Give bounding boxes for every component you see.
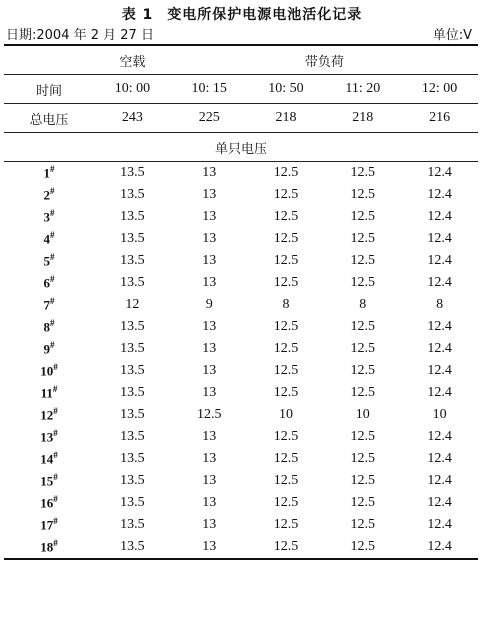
voltage-cell: 12.5 xyxy=(273,539,299,554)
table-row xyxy=(4,382,478,404)
battery-id: 3 xyxy=(43,209,50,225)
table-row xyxy=(4,514,478,536)
battery-id: 1 xyxy=(43,165,50,181)
time-cell: 11: 20 xyxy=(324,75,401,104)
table-row xyxy=(4,426,478,448)
battery-id-mark: # xyxy=(50,340,55,351)
voltage-cell: 12.5 xyxy=(350,165,376,180)
battery-id-cell xyxy=(4,206,94,228)
battery-id-mark: # xyxy=(50,186,55,197)
battery-id: 13 xyxy=(40,429,54,445)
voltage-cell: 12.5 xyxy=(273,473,299,488)
time-cell: 10: 00 xyxy=(94,75,171,104)
voltage-cell: 12.4 xyxy=(427,495,452,510)
voltage-cell: 12.4 xyxy=(427,363,452,378)
voltage-cell: 12.4 xyxy=(427,165,452,180)
voltage-cell: 13 xyxy=(202,253,217,268)
voltage-cell: 12.4 xyxy=(427,187,452,202)
voltage-cell: 12.5 xyxy=(273,451,299,466)
voltage-cell: 12.4 xyxy=(427,539,452,554)
battery-id-cell xyxy=(4,382,94,404)
time-cell: 10: 15 xyxy=(171,75,248,104)
voltage-cell: 12.5 xyxy=(273,495,299,510)
voltage-cell: 8 xyxy=(359,297,367,312)
voltage-cell: 13 xyxy=(202,495,217,510)
table-row xyxy=(4,206,478,228)
voltage-cell: 13.5 xyxy=(120,187,145,202)
voltage-cell: 12.5 xyxy=(273,517,299,532)
voltage-cell: 12.5 xyxy=(273,385,299,400)
table-row xyxy=(4,470,478,492)
time-cell: 10: 50 xyxy=(248,75,325,104)
voltage-cell: 12.5 xyxy=(350,209,376,224)
table-row xyxy=(4,448,478,470)
total-voltage-cell: 243 xyxy=(94,104,171,133)
voltage-cell: 12.5 xyxy=(350,319,376,334)
time-label: 时间 xyxy=(4,75,94,104)
battery-id-cell xyxy=(4,404,94,426)
voltage-cell: 12.4 xyxy=(427,385,452,400)
total-voltage-row xyxy=(4,104,478,133)
battery-id-mark: # xyxy=(53,406,58,417)
voltage-cell: 13.5 xyxy=(120,253,145,268)
voltage-cell: 8 xyxy=(436,297,444,312)
group-noload: 空载 xyxy=(94,45,171,75)
table-row xyxy=(4,404,478,426)
total-voltage-cell: 218 xyxy=(324,104,401,133)
voltage-cell: 12.5 xyxy=(350,341,376,356)
voltage-cell: 13 xyxy=(202,319,217,334)
voltage-cell: 12.4 xyxy=(427,319,452,334)
voltage-cell: 12.5 xyxy=(273,253,299,268)
voltage-cell: 13 xyxy=(202,165,217,180)
voltage-cell: 12.4 xyxy=(427,209,452,224)
voltage-cell: 12.5 xyxy=(350,495,376,510)
table-number: 表 1 xyxy=(121,7,154,23)
voltage-cell: 12.4 xyxy=(427,517,452,532)
battery-id: 15 xyxy=(40,473,54,489)
voltage-cell: 12.4 xyxy=(427,473,452,488)
battery-id-cell xyxy=(4,184,94,206)
voltage-cell: 12.5 xyxy=(350,231,376,246)
battery-id-mark: # xyxy=(53,362,58,373)
unit-label: 单位:V xyxy=(432,28,472,43)
battery-id-mark: # xyxy=(53,450,58,461)
voltage-cell: 13 xyxy=(202,231,217,246)
voltage-cell: 13 xyxy=(202,341,217,356)
total-voltage-cell: 216 xyxy=(401,104,478,133)
battery-id-cell xyxy=(4,162,94,185)
group-header-row xyxy=(4,45,478,75)
battery-id-mark: # xyxy=(52,384,58,395)
voltage-cell: 13 xyxy=(202,363,217,378)
battery-id-mark: # xyxy=(53,516,58,527)
voltage-cell: 13 xyxy=(202,275,217,290)
voltage-cell: 12 xyxy=(125,297,140,312)
voltage-cell: 13.5 xyxy=(120,231,145,246)
battery-id-mark: # xyxy=(53,538,58,549)
table-row xyxy=(4,492,478,514)
voltage-cell: 10 xyxy=(278,407,293,422)
battery-id-cell xyxy=(4,492,94,514)
voltage-cell: 12.5 xyxy=(273,429,299,444)
voltage-cell: 10 xyxy=(432,407,447,422)
battery-id: 10 xyxy=(40,363,54,379)
battery-id: 17 xyxy=(40,517,54,533)
voltage-cell: 13.5 xyxy=(120,407,145,422)
voltage-cell: 12.4 xyxy=(427,341,452,356)
voltage-cell: 12.5 xyxy=(350,253,376,268)
voltage-cell: 13.5 xyxy=(120,341,145,356)
voltage-cell: 13 xyxy=(202,539,217,554)
battery-id-mark: # xyxy=(50,296,55,307)
battery-id: 12 xyxy=(40,407,54,423)
table-row xyxy=(4,294,478,316)
battery-id: 7 xyxy=(43,297,50,313)
total-voltage-cell: 225 xyxy=(171,104,248,133)
battery-id: 8 xyxy=(43,319,50,335)
voltage-cell: 12.5 xyxy=(350,363,376,378)
total-voltage-cell: 218 xyxy=(248,104,325,133)
voltage-cell: 12.4 xyxy=(427,429,452,444)
table-row xyxy=(4,536,478,559)
single-voltage-label: 单只电压 xyxy=(4,133,478,162)
battery-id-cell xyxy=(4,338,94,360)
battery-id-mark: # xyxy=(53,494,58,505)
battery-id-mark: # xyxy=(50,274,55,285)
voltage-cell: 13 xyxy=(202,429,217,444)
battery-id: 9 xyxy=(43,341,50,357)
voltage-cell: 13 xyxy=(202,187,217,202)
voltage-cell: 12.5 xyxy=(273,209,299,224)
battery-id-cell xyxy=(4,470,94,492)
voltage-cell: 12.5 xyxy=(350,385,376,400)
battery-id-cell xyxy=(4,272,94,294)
voltage-cell: 13 xyxy=(202,385,217,400)
voltage-cell: 12.5 xyxy=(350,187,376,202)
table-caption: 变电所保护电源电池活化记录 xyxy=(167,7,363,23)
voltage-cell: 12.4 xyxy=(427,253,452,268)
voltage-cell: 13.5 xyxy=(120,473,145,488)
voltage-cell: 12.5 xyxy=(273,319,299,334)
voltage-cell: 13.5 xyxy=(120,385,145,400)
battery-id: 4 xyxy=(43,231,50,247)
voltage-cell: 13.5 xyxy=(120,429,145,444)
battery-id: 6 xyxy=(43,275,50,291)
record-date: 日期:2004 年 2 月 27 日 xyxy=(6,28,154,43)
battery-id: 2 xyxy=(43,187,50,203)
table-row xyxy=(4,162,478,185)
voltage-cell: 10 xyxy=(355,407,370,422)
voltage-cell: 13 xyxy=(202,517,217,532)
voltage-cell: 12.5 xyxy=(273,165,299,180)
voltage-cell: 12.5 xyxy=(273,231,299,246)
single-voltage-header-row xyxy=(4,133,478,162)
table-row xyxy=(4,184,478,206)
voltage-cell: 12.5 xyxy=(350,539,376,554)
voltage-cell: 12.5 xyxy=(196,407,222,422)
battery-id-cell xyxy=(4,536,94,559)
voltage-cell: 13.5 xyxy=(120,275,145,290)
time-row xyxy=(4,75,478,104)
voltage-cell: 12.5 xyxy=(350,275,376,290)
voltage-cell: 13 xyxy=(202,209,217,224)
battery-id-mark: # xyxy=(50,208,55,219)
voltage-cell: 12.4 xyxy=(427,231,452,246)
battery-id-cell xyxy=(4,448,94,470)
group-load: 带负荷 xyxy=(171,45,478,75)
battery-id-cell xyxy=(4,360,94,382)
battery-id-mark: # xyxy=(50,318,55,329)
voltage-cell: 12.4 xyxy=(427,275,452,290)
battery-id: 16 xyxy=(40,495,54,511)
voltage-cell: 13.5 xyxy=(120,363,145,378)
voltage-cell: 12.5 xyxy=(273,187,299,202)
battery-id-mark: # xyxy=(50,164,55,175)
voltage-cell: 13.5 xyxy=(120,165,145,180)
total-voltage-label: 总电压 xyxy=(4,104,94,133)
voltage-cell: 13 xyxy=(202,473,217,488)
table-row xyxy=(4,272,478,294)
battery-id: 11 xyxy=(40,385,53,401)
voltage-cell: 12.5 xyxy=(273,275,299,290)
voltage-cell: 12.5 xyxy=(350,429,376,444)
battery-id-cell xyxy=(4,514,94,536)
battery-id: 18 xyxy=(40,539,54,555)
battery-id: 5 xyxy=(43,253,50,269)
voltage-cell: 12.5 xyxy=(273,341,299,356)
battery-id-cell xyxy=(4,316,94,338)
battery-id-mark: # xyxy=(53,428,58,439)
table-row xyxy=(4,228,478,250)
table-title xyxy=(0,4,484,24)
table-row xyxy=(4,360,478,382)
voltage-cell: 13 xyxy=(202,451,217,466)
table-body xyxy=(4,45,478,559)
voltage-cell: 13.5 xyxy=(120,539,145,554)
voltage-cell: 12.5 xyxy=(350,451,376,466)
voltage-cell: 12.5 xyxy=(350,517,376,532)
table-row xyxy=(4,338,478,360)
table-row xyxy=(4,316,478,338)
time-cell: 12: 00 xyxy=(401,75,478,104)
voltage-cell: 13.5 xyxy=(120,517,145,532)
voltage-cell: 13.5 xyxy=(120,451,145,466)
voltage-cell: 12.4 xyxy=(427,451,452,466)
voltage-cell: 13.5 xyxy=(120,209,145,224)
voltage-cell: 12.5 xyxy=(350,473,376,488)
battery-id-mark: # xyxy=(53,472,58,483)
voltage-cell: 13.5 xyxy=(120,319,145,334)
battery-id-mark: # xyxy=(50,252,55,263)
battery-id-cell xyxy=(4,228,94,250)
table-row xyxy=(4,250,478,272)
group-header-empty xyxy=(4,45,94,75)
battery-id-cell xyxy=(4,294,94,316)
battery-voltage-table xyxy=(4,44,478,560)
voltage-cell: 13.5 xyxy=(120,495,145,510)
battery-id: 14 xyxy=(40,451,54,467)
battery-id-cell xyxy=(4,426,94,448)
voltage-cell: 12.5 xyxy=(273,363,299,378)
voltage-cell: 8 xyxy=(282,297,290,312)
voltage-cell: 9 xyxy=(205,297,213,312)
battery-id-mark: # xyxy=(50,230,55,241)
battery-id-cell xyxy=(4,250,94,272)
